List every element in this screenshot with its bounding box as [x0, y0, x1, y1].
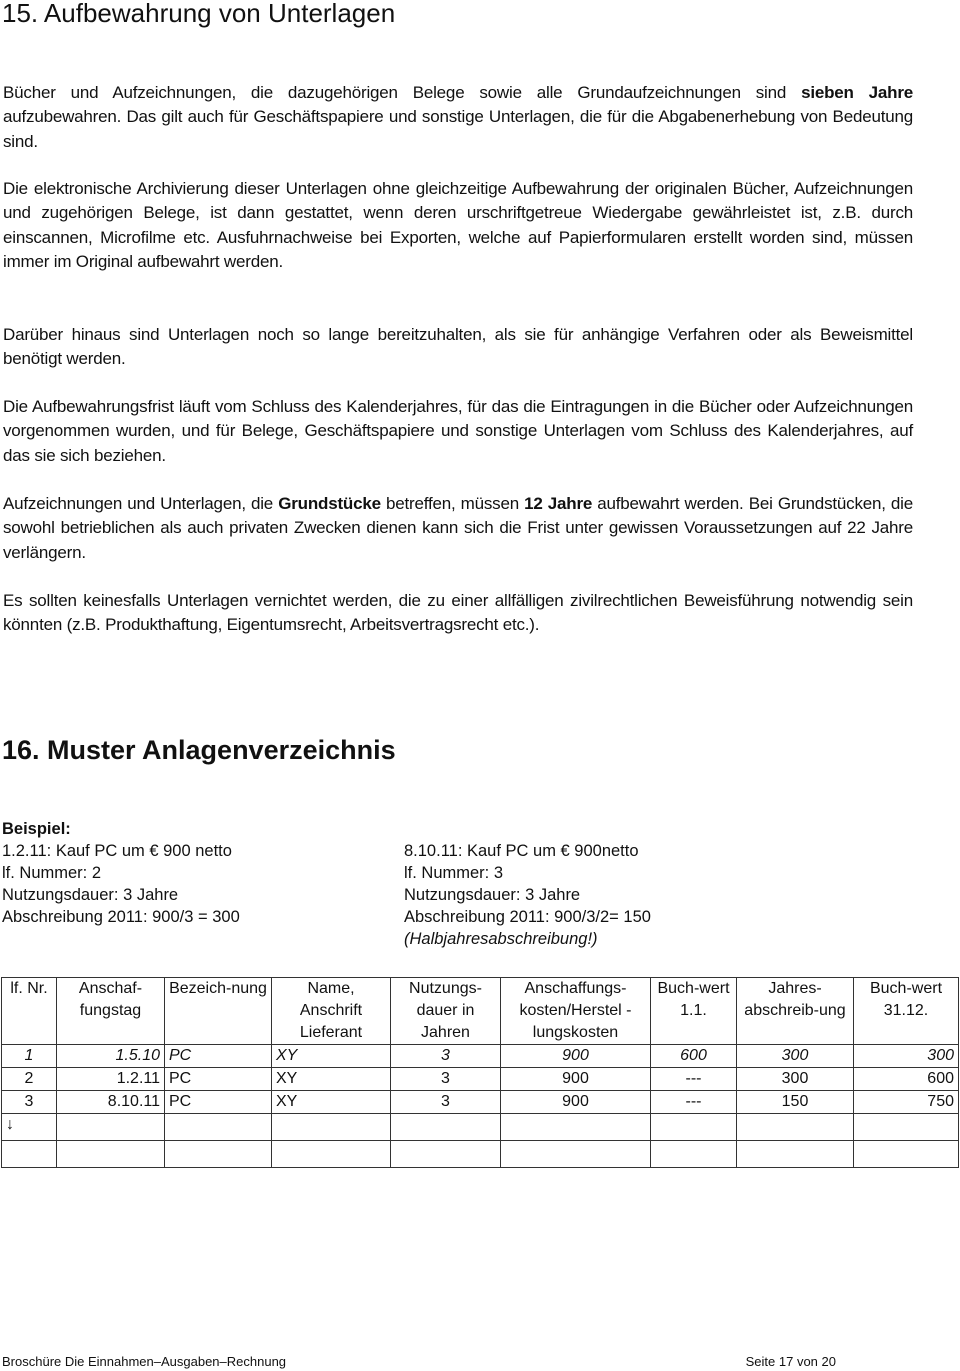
table-cell: XY: [272, 1045, 391, 1068]
table-cell: 600: [651, 1045, 737, 1068]
table-cell: [57, 1114, 165, 1141]
text: lf. Nummer: 3: [404, 864, 504, 882]
table-row: [2, 1114, 959, 1141]
table-cell: 600: [854, 1068, 959, 1091]
text: (Halbjahresabschreibung!): [404, 930, 598, 948]
table-cell: 900: [501, 1091, 651, 1114]
bold-text: sieben Jahre: [801, 83, 914, 102]
bold-text: 12 Jahre: [524, 494, 593, 513]
paragraph: Darüber hinaus sind Unterlagen noch so lange bereitzuhalten, als sie für anhängige Verfahren oder als Beweismittel benötigt werden.: [3, 325, 913, 369]
table-cell: 1.5.10: [57, 1045, 165, 1068]
paragraph: Die elektronische Archivierung dieser Unterlagen ohne gleichzeitige Aufbewahrung der originalen Bücher, Aufzeichnungen und zugehörigen Belege, ist dann gestattet, wenn deren urschriftgetreue Wiedergabe gewährleistet ist, z.B. durch einscannen, Microfilme etc. Ausfuhrnachweise bei Exporten, welche auf Papierformularen erstellt worden sind, müssen immer im Original aufbewahrt werden.: [3, 179, 913, 271]
table-cell: [501, 1114, 651, 1141]
text: 8.10.11: Kauf PC um € 900netto: [404, 842, 639, 860]
example-right: [404, 840, 651, 950]
column-header: Jahres-abschreib-ung: [737, 978, 854, 1045]
table-cell: ---: [651, 1091, 737, 1114]
table-row: [2, 1045, 959, 1068]
column-header: Name, Anschrift Lieferant: [272, 978, 391, 1045]
table-cell: [2, 1141, 57, 1168]
table-cell: [2, 1114, 57, 1141]
text: lf. Nummer: 2: [2, 864, 102, 882]
footer-title: Broschüre Die Einnahmen–Ausgaben–Rechnung: [2, 1354, 287, 1369]
column-header: Buch-wert 1.1.: [651, 978, 737, 1045]
table-cell: 8.10.11: [57, 1091, 165, 1114]
column-header: Nutzungs-dauer in Jahren: [391, 978, 501, 1045]
page-number: Seite 17 von 20: [745, 1354, 836, 1369]
text: Abschreibung 2011: 900/3/2= 150: [404, 908, 651, 926]
table-cell: [272, 1114, 391, 1141]
table-cell: [737, 1141, 854, 1168]
text: Nutzungsdauer: 3 Jahre: [404, 886, 581, 904]
table-cell: XY: [272, 1068, 391, 1091]
table-cell: PC: [165, 1068, 272, 1091]
table-cell: XY: [272, 1091, 391, 1114]
table-cell: 2: [2, 1068, 57, 1091]
table-cell: [854, 1114, 959, 1141]
table-cell: [165, 1141, 272, 1168]
table-cell: 3: [391, 1091, 501, 1114]
asset-register-table: [1, 977, 959, 1168]
paragraph: [3, 81, 913, 154]
section-title: 15. Aufbewahrung von Unterlagen: [2, 0, 396, 28]
arrow-down-icon: ↓: [6, 1116, 14, 1133]
table-cell: 150: [737, 1091, 854, 1114]
table-cell: 1: [2, 1045, 57, 1068]
table-cell: [854, 1141, 959, 1168]
table-cell: 300: [854, 1045, 959, 1068]
table-cell: 3: [2, 1091, 57, 1114]
table-cell: 3: [391, 1045, 501, 1068]
column-header: Anschaf-fungstag: [57, 978, 165, 1045]
table-cell: 900: [501, 1068, 651, 1091]
table-header-row: [2, 978, 959, 1045]
column-header: lf. Nr.: [2, 978, 57, 1045]
table-cell: [651, 1114, 737, 1141]
table-cell: 3: [391, 1068, 501, 1091]
table-row: [2, 1068, 959, 1091]
table-cell: PC: [165, 1091, 272, 1114]
table-cell: [57, 1141, 165, 1168]
table-cell: PC: [165, 1045, 272, 1068]
paragraph: [3, 492, 913, 565]
table-cell: [501, 1141, 651, 1168]
column-header: Buch-wert 31.12.: [854, 978, 959, 1045]
table-cell: [391, 1141, 501, 1168]
text: 1.2.11: Kauf PC um € 900 netto: [2, 842, 232, 860]
section-title: 16. Muster Anlagenverzeichnis: [2, 735, 396, 765]
text: Nutzungsdauer: 3 Jahre: [2, 886, 179, 904]
text: aufbewahrt werden. Bei Grundstücken, die sowohl betrieblichen als auch privaten Zwecken dienen kann sich die Frist unter gewissen Voraussetzungen auf 22 Jahre verlängern.: [3, 494, 913, 562]
bold-text: Grundstücke: [278, 494, 381, 513]
table-cell: 300: [737, 1068, 854, 1091]
table-cell: [737, 1114, 854, 1141]
table-cell: [272, 1141, 391, 1168]
table-cell: [651, 1141, 737, 1168]
table-cell: 1.2.11: [57, 1068, 165, 1091]
column-header: Bezeich-nung: [165, 978, 272, 1045]
table-cell: 300: [737, 1045, 854, 1068]
paragraph: Es sollten keinesfalls Unterlagen vernichtet werden, die zu einer allfälligen zivilrechtlichen Beweisführung notwendig sein könnten (z.B. Produkthaftung, Eigentumsrecht, Arbeitsvertragsrecht etc.).: [3, 591, 913, 635]
text: Aufzeichnungen und Unterlagen, die: [3, 494, 279, 513]
column-header: Anschaffungs-kosten/Herstel -lungskosten: [501, 978, 651, 1045]
table-cell: 750: [854, 1091, 959, 1114]
text: Bücher und Aufzeichnungen, die dazugehörigen Belege sowie alle Grundaufzeichnungen sind: [3, 83, 802, 102]
text: Abschreibung 2011: 900/3 = 300: [2, 908, 240, 926]
text: betreffen, müssen: [380, 494, 525, 513]
table-cell: [391, 1114, 501, 1141]
example-left: [2, 840, 240, 928]
table-cell: [165, 1114, 272, 1141]
table-row: [2, 1141, 959, 1168]
example-label: Beispiel:: [2, 820, 71, 838]
table-cell: 900: [501, 1045, 651, 1068]
paragraph: Die Aufbewahrungsfrist läuft vom Schluss des Kalenderjahres, für das die Eintragungen in die Bücher oder Aufzeichnungen vorgenommen wurden, und für Belege, Geschäftspapiere und sonstige Unterlagen vom Schluss des Kalenderjahres, auf das sie sich beziehen.: [3, 397, 913, 465]
table-row: [2, 1091, 959, 1114]
text: aufzubewahren. Das gilt auch für Geschäftspapiere und sonstige Unterlagen, die für die Abgabenerhebung von Bedeutung sind.: [3, 107, 913, 151]
table-cell: ---: [651, 1068, 737, 1091]
